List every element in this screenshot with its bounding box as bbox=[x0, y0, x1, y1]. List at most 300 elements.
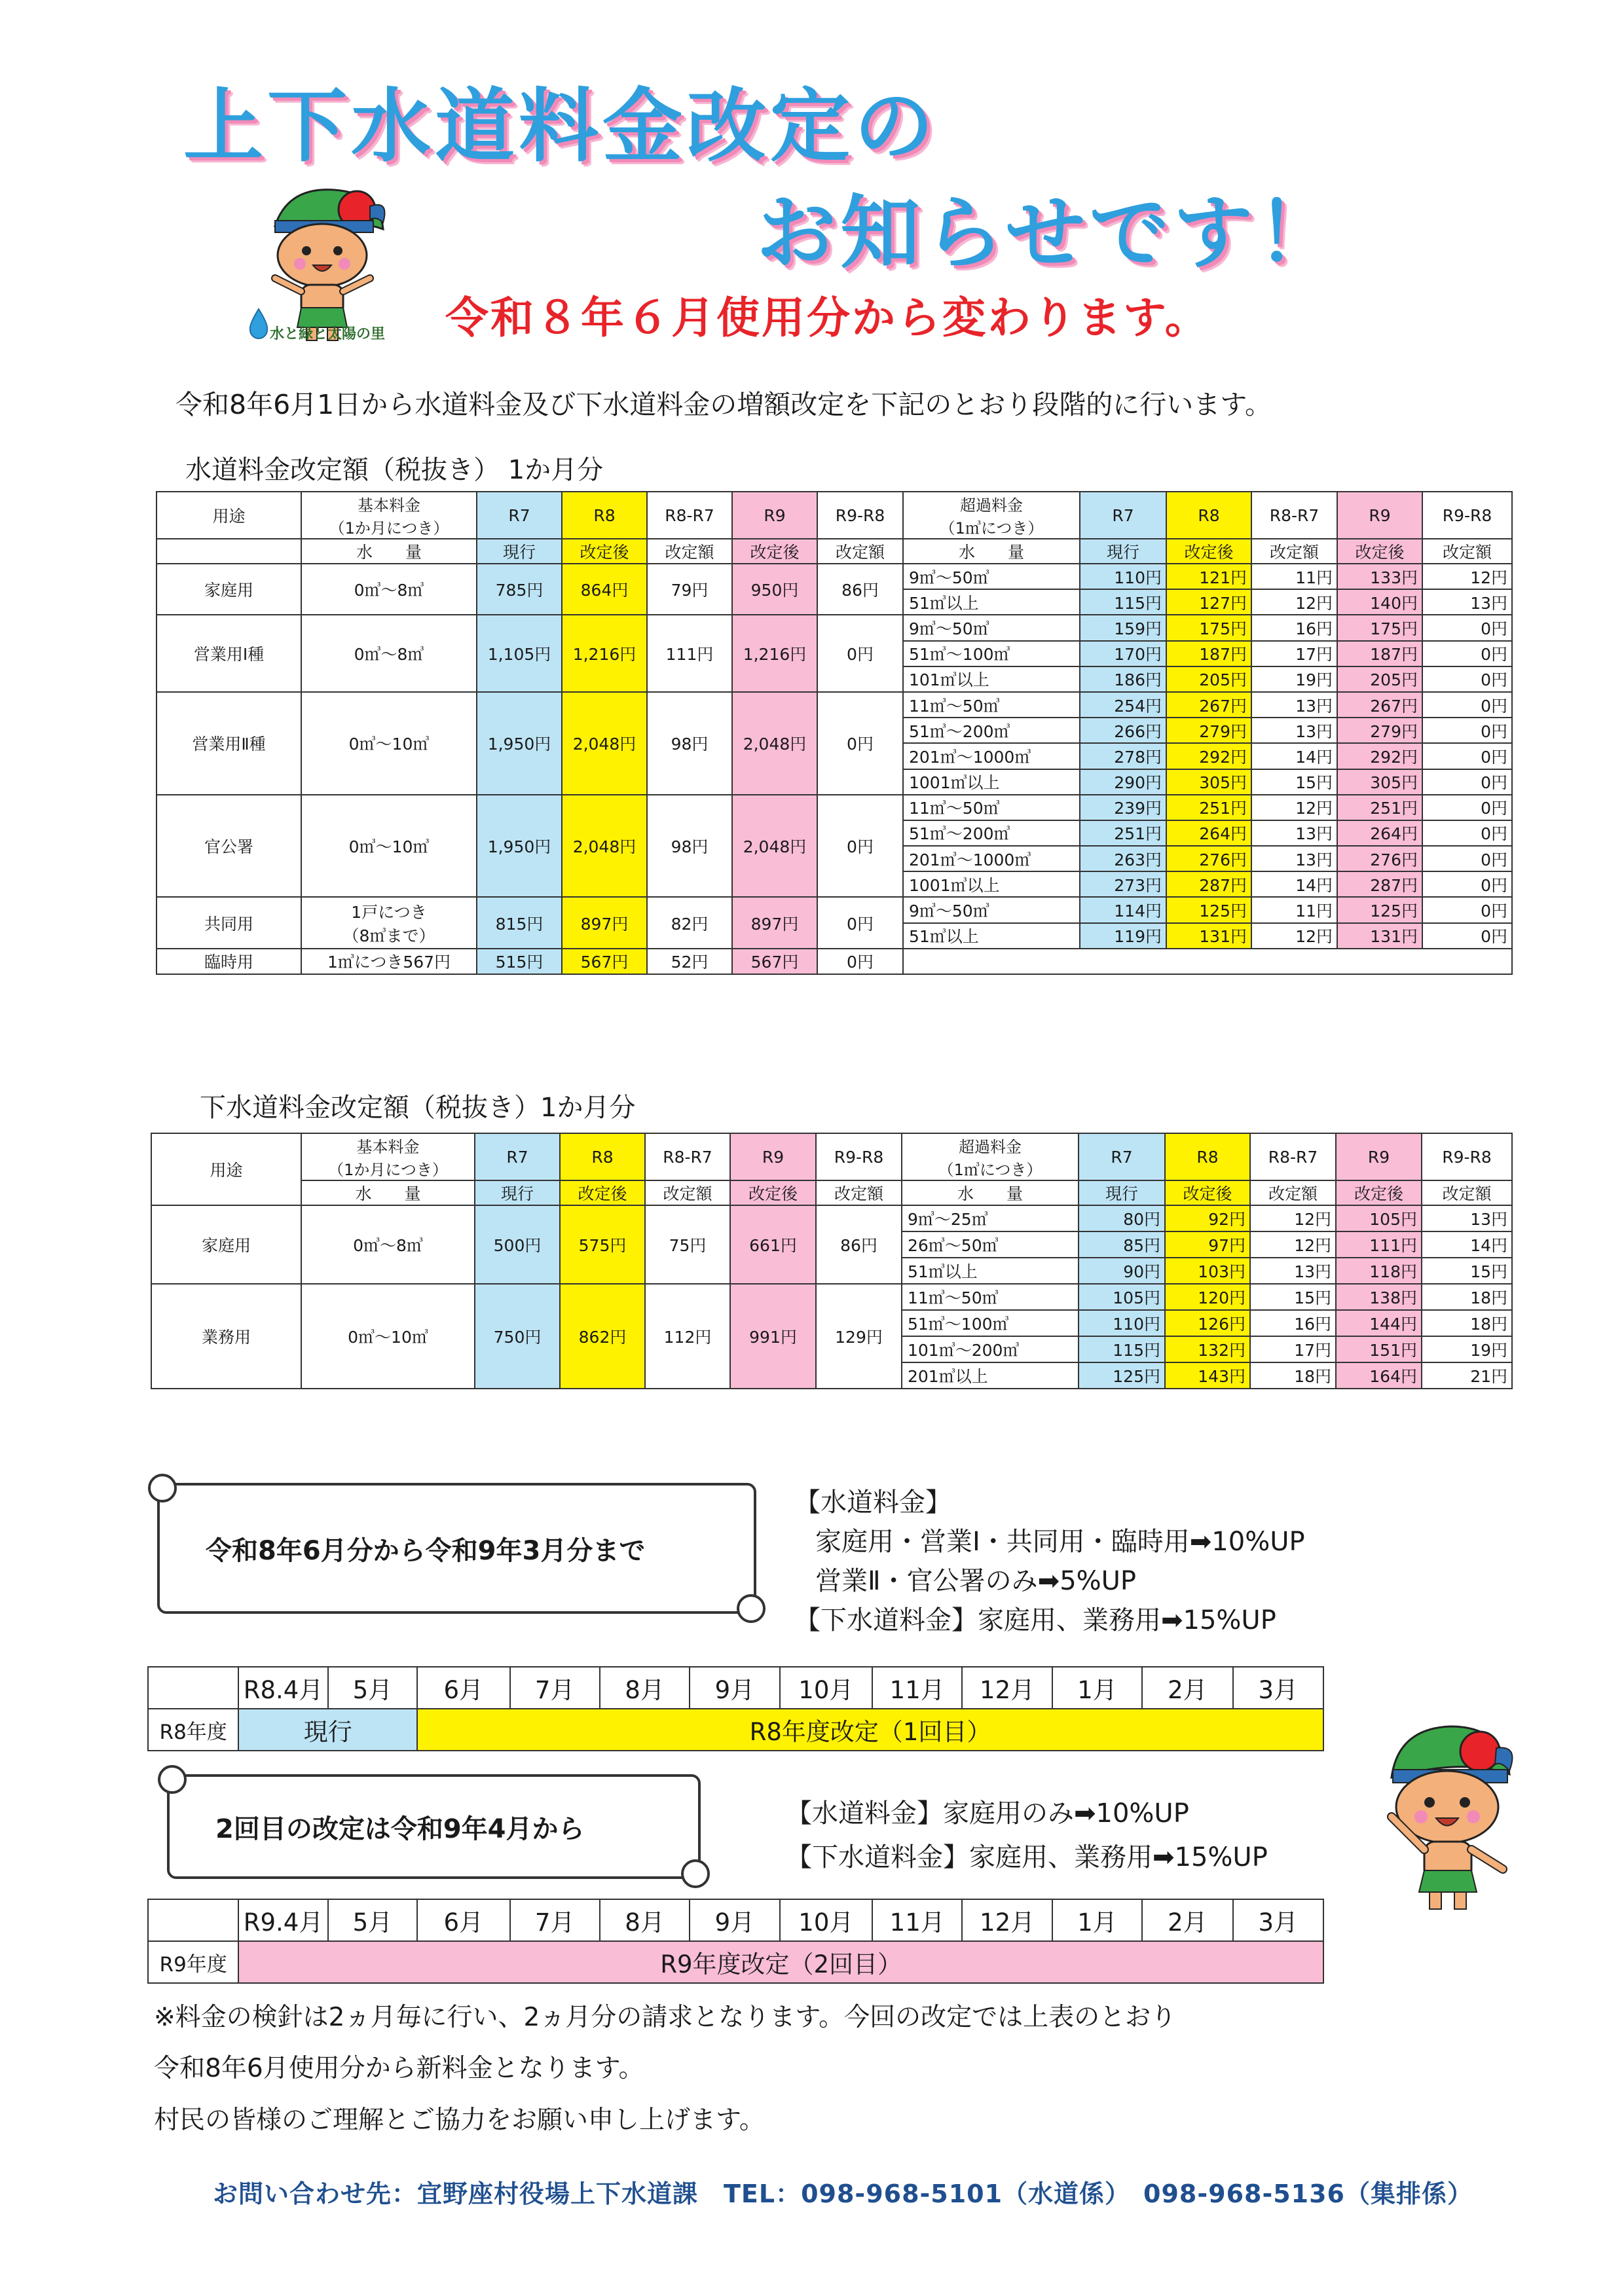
excess-r9-cell: 187円 bbox=[1337, 641, 1422, 666]
base-r8-cell: 1,216円 bbox=[562, 615, 647, 692]
base-r8-cell: 2,048円 bbox=[562, 692, 647, 795]
table-row bbox=[157, 897, 1512, 922]
base-diff2-cell: 0円 bbox=[817, 897, 903, 948]
excess-r9-cell: 276円 bbox=[1337, 846, 1422, 871]
excess-r7-cell: 110円 bbox=[1080, 564, 1166, 589]
excess-r7-cell: 273円 bbox=[1080, 871, 1166, 897]
excess-r8-cell: 205円 bbox=[1166, 666, 1251, 692]
base-volume-cell: 0㎥～8㎥ bbox=[301, 564, 477, 615]
base-volume-cell: 0㎥～10㎥ bbox=[301, 1284, 475, 1389]
excess-r9-cell: 140円 bbox=[1337, 589, 1422, 615]
base-diff2-cell: 0円 bbox=[817, 949, 903, 974]
timeline1-month: 8月 bbox=[600, 1667, 690, 1709]
excess-r8-cell: 251円 bbox=[1166, 795, 1251, 820]
base-r8-cell: 862円 bbox=[560, 1284, 645, 1389]
base-diff1-cell: 79円 bbox=[647, 564, 732, 615]
excess-diff1-cell: 13円 bbox=[1251, 718, 1337, 743]
excess-r9-cell: 175円 bbox=[1337, 615, 1422, 640]
sewer-header-youto: 用途 bbox=[151, 1133, 301, 1205]
header-excess-r8-sub: 改定後 bbox=[1166, 539, 1251, 564]
excess-range-cell: 201㎥～1000㎥ bbox=[903, 743, 1080, 769]
subtitle: 令和８年６月使用分から変わります。 bbox=[445, 293, 1210, 343]
water-table-body bbox=[157, 492, 1512, 974]
timeline2-revised-bar: R9年度改定（2回目） bbox=[238, 1941, 1323, 1983]
excess-r8-cell: 264円 bbox=[1166, 820, 1251, 846]
excess-r8-cell: 276円 bbox=[1166, 846, 1251, 871]
footer-note-2: 令和8年6月使用分から新料金となります。 bbox=[154, 2054, 644, 2083]
base-r8-cell: 864円 bbox=[562, 564, 647, 615]
sewer-header-r7-sub: 現行 bbox=[475, 1180, 560, 1205]
excess-diff2-cell: 13円 bbox=[1422, 1205, 1512, 1231]
excess-r7-cell: 125円 bbox=[1079, 1362, 1165, 1389]
base-r9-cell: 567円 bbox=[732, 949, 817, 974]
excess-diff1-cell: 16円 bbox=[1250, 1310, 1336, 1336]
excess-r8-cell: 131円 bbox=[1166, 923, 1251, 949]
base-r7-cell: 785円 bbox=[477, 564, 562, 615]
use-cell: 家庭用 bbox=[157, 564, 301, 615]
excess-r8-cell: 279円 bbox=[1166, 718, 1251, 743]
excess-diff1-cell: 13円 bbox=[1251, 692, 1337, 718]
excess-range-cell: 11㎥～50㎥ bbox=[902, 1284, 1079, 1310]
base-diff2-cell: 0円 bbox=[817, 795, 903, 898]
timeline2-month: 12月 bbox=[962, 1899, 1052, 1941]
table-row bbox=[157, 615, 1512, 640]
sewer-header-r8: R8 bbox=[560, 1133, 645, 1180]
phase2-banner bbox=[167, 1774, 701, 1879]
base-r8-cell: 897円 bbox=[562, 897, 647, 948]
sewer-header-choka: 超過料金 bbox=[902, 1133, 1079, 1157]
timeline2-month: 2月 bbox=[1142, 1899, 1232, 1941]
excess-r7-cell: 80円 bbox=[1079, 1205, 1165, 1231]
excess-r9-cell: 111円 bbox=[1336, 1231, 1422, 1258]
base-r9-cell: 897円 bbox=[732, 897, 817, 948]
sewer-header-excess-r8-sub: 改定後 bbox=[1165, 1180, 1250, 1205]
excess-r7-cell: 115円 bbox=[1080, 589, 1166, 615]
base-diff1-cell: 98円 bbox=[647, 795, 732, 898]
excess-range-cell: 11㎥～50㎥ bbox=[903, 692, 1080, 718]
excess-r9-cell: 205円 bbox=[1337, 666, 1422, 692]
excess-r7-cell: 110円 bbox=[1079, 1310, 1165, 1336]
timeline1-month: 1月 bbox=[1052, 1667, 1142, 1709]
base-r7-cell: 1,950円 bbox=[477, 795, 562, 898]
excess-range-cell: 11㎥～50㎥ bbox=[903, 795, 1080, 820]
intro-text: 令和8年6月1日から水道料金及び下水道料金の増額改定を下記のとおり段階的に行います。 bbox=[175, 389, 1272, 420]
header-choka-sub: （1㎥につき） bbox=[903, 515, 1080, 539]
excess-range-cell: 51㎥以上 bbox=[903, 923, 1080, 949]
mascot-caption: 水と緑と太陽の里 bbox=[270, 326, 386, 342]
sewer-header-r9r8: R9-R8 bbox=[816, 1133, 902, 1180]
header-kihon: 基本料金 bbox=[301, 492, 477, 515]
header-excess-r7-sub: 現行 bbox=[1080, 539, 1166, 564]
base-volume-cell: 0㎥～8㎥ bbox=[301, 1205, 475, 1284]
excess-diff2-cell: 13円 bbox=[1422, 589, 1512, 615]
sewer-header-kihon: 基本料金 bbox=[301, 1133, 475, 1157]
header-r9-sub: 改定後 bbox=[732, 539, 817, 564]
timeline1-revised-bar: R8年度改定（1回目） bbox=[417, 1709, 1323, 1751]
timeline1-month: R8.4月 bbox=[238, 1667, 327, 1709]
base-diff1-cell: 75円 bbox=[645, 1205, 730, 1284]
excess-r7-cell: 159円 bbox=[1080, 615, 1166, 640]
excess-r8-cell: 126円 bbox=[1165, 1310, 1250, 1336]
excess-r9-cell: 267円 bbox=[1337, 692, 1422, 718]
header-excess-r9r8: R9-R8 bbox=[1422, 492, 1512, 539]
phase2-timeline bbox=[147, 1899, 1324, 1984]
base-volume-cell bbox=[301, 897, 477, 948]
sewer-header-excess-r9-sub: 改定後 bbox=[1336, 1180, 1422, 1205]
excess-r8-cell: 187円 bbox=[1166, 641, 1251, 666]
base-r9-cell: 2,048円 bbox=[732, 692, 817, 795]
timeline1-month: 11月 bbox=[872, 1667, 962, 1709]
table-row bbox=[157, 949, 1512, 974]
base-r9-cell: 2,048円 bbox=[732, 795, 817, 898]
table-row bbox=[151, 1205, 1512, 1231]
sewer-header-r7: R7 bbox=[475, 1133, 560, 1180]
phase1-note-2: 家庭用・営業Ⅰ・共同用・臨時用➡10%UP bbox=[815, 1527, 1305, 1557]
excess-diff1-cell: 13円 bbox=[1251, 820, 1337, 846]
phase2-note-2: 【下水道料金】家庭用、業務用➡15%UP bbox=[786, 1842, 1268, 1872]
excess-diff2-cell: 18円 bbox=[1422, 1310, 1512, 1336]
excess-r7-cell: 119円 bbox=[1080, 923, 1166, 949]
excess-r8-cell: 120円 bbox=[1165, 1284, 1250, 1310]
base-r7-cell: 500円 bbox=[475, 1205, 560, 1284]
sewer-header-excess-r7: R7 bbox=[1079, 1133, 1165, 1180]
excess-diff1-cell: 13円 bbox=[1251, 846, 1337, 871]
base-r7-cell: 1,950円 bbox=[477, 692, 562, 795]
phase1-note-4: 【下水道料金】家庭用、業務用➡15%UP bbox=[794, 1605, 1276, 1635]
base-diff2-cell: 86円 bbox=[816, 1205, 902, 1284]
excess-diff2-cell: 0円 bbox=[1422, 692, 1512, 718]
excess-diff2-cell: 0円 bbox=[1422, 923, 1512, 949]
excess-r7-cell: 85円 bbox=[1079, 1231, 1165, 1258]
header-suiryo: 水 量 bbox=[301, 539, 477, 564]
base-volume-cell: 0㎥～10㎥ bbox=[301, 692, 477, 795]
excess-r9-cell: 144円 bbox=[1336, 1310, 1422, 1336]
excess-r9-cell: 305円 bbox=[1337, 769, 1422, 795]
base-diff1-cell: 98円 bbox=[647, 692, 732, 795]
excess-range-cell: 51㎥～200㎥ bbox=[903, 820, 1080, 846]
excess-diff1-cell: 17円 bbox=[1251, 641, 1337, 666]
excess-range-cell: 51㎥～200㎥ bbox=[903, 718, 1080, 743]
excess-diff1-cell: 12円 bbox=[1250, 1231, 1336, 1258]
sewer-header-r9-sub: 改定後 bbox=[730, 1180, 816, 1205]
excess-r9-cell: 125円 bbox=[1337, 897, 1422, 922]
sewer-header-r9: R9 bbox=[730, 1133, 816, 1180]
excess-diff2-cell: 0円 bbox=[1422, 820, 1512, 846]
header-excess-r9r8-sub: 改定額 bbox=[1422, 539, 1512, 564]
header-excess-r8r7-sub: 改定額 bbox=[1251, 539, 1337, 564]
timeline1-month: 10月 bbox=[780, 1667, 872, 1709]
water-rate-table bbox=[156, 491, 1513, 975]
excess-range-cell: 1001㎥以上 bbox=[903, 871, 1080, 897]
excess-r9-cell: 138円 bbox=[1336, 1284, 1422, 1310]
table-row bbox=[157, 564, 1512, 589]
base-r7-cell: 815円 bbox=[477, 897, 562, 948]
sewer-section-title: 下水道料金改定額（税抜き）1か月分 bbox=[200, 1093, 636, 1123]
sewer-header-r8r7-sub: 改定額 bbox=[645, 1180, 730, 1205]
header-excess-suiryo: 水 量 bbox=[903, 539, 1080, 564]
excess-r9-cell: 151円 bbox=[1336, 1336, 1422, 1362]
excess-r9-cell: 133円 bbox=[1337, 564, 1422, 589]
excess-range-cell: 101㎥以上 bbox=[903, 666, 1080, 692]
excess-diff2-cell: 0円 bbox=[1422, 718, 1512, 743]
header-r8r7-sub: 改定額 bbox=[647, 539, 732, 564]
use-cell: 営業用Ⅱ種 bbox=[157, 692, 301, 795]
empty-excess-cell bbox=[903, 949, 1512, 974]
excess-r9-cell: 287円 bbox=[1337, 871, 1422, 897]
sewer-header-choka-sub: （1㎥につき） bbox=[902, 1157, 1079, 1180]
excess-range-cell: 101㎥～200㎥ bbox=[902, 1336, 1079, 1362]
excess-range-cell: 1001㎥以上 bbox=[903, 769, 1080, 795]
header-r9: R9 bbox=[732, 492, 817, 539]
timeline1-year-label: R8年度 bbox=[148, 1709, 238, 1751]
excess-diff2-cell: 0円 bbox=[1422, 897, 1512, 922]
timeline1-month: 2月 bbox=[1142, 1667, 1232, 1709]
footer-note-1: ※料金の検針は2ヵ月毎に行い、2ヵ月分の請求となります。今回の改定では上表のとおり bbox=[154, 2003, 1177, 2032]
base-r9-cell: 661円 bbox=[730, 1205, 816, 1284]
excess-diff1-cell: 19円 bbox=[1251, 666, 1337, 692]
timeline2-month: 3月 bbox=[1233, 1899, 1323, 1941]
header-r8r7: R8-R7 bbox=[647, 492, 732, 539]
title-line-1: 上下水道料金改定の bbox=[183, 80, 938, 173]
use-cell: 臨時用 bbox=[157, 949, 301, 974]
excess-r7-cell: 251円 bbox=[1080, 820, 1166, 846]
use-cell: 共同用 bbox=[157, 897, 301, 948]
table-row bbox=[157, 795, 1512, 820]
excess-range-cell: 201㎥以上 bbox=[902, 1362, 1079, 1389]
sewer-header-kihon-sub: （1か月につき） bbox=[301, 1157, 475, 1180]
excess-r9-cell: 105円 bbox=[1336, 1205, 1422, 1231]
base-diff1-cell: 111円 bbox=[647, 615, 732, 692]
excess-diff1-cell: 12円 bbox=[1251, 923, 1337, 949]
sewer-table-body bbox=[151, 1133, 1512, 1389]
sewer-header-excess-suiryo: 水 量 bbox=[902, 1180, 1079, 1205]
timeline2-month: 8月 bbox=[600, 1899, 690, 1941]
excess-r7-cell: 290円 bbox=[1080, 769, 1166, 795]
water-section-title: 水道料金改定額（税抜き） 1か月分 bbox=[185, 455, 604, 485]
excess-diff1-cell: 15円 bbox=[1250, 1284, 1336, 1310]
timeline1-month: 5月 bbox=[328, 1667, 417, 1709]
excess-r8-cell: 92円 bbox=[1165, 1205, 1250, 1231]
timeline2-month: 9月 bbox=[690, 1899, 779, 1941]
base-r7-cell: 750円 bbox=[475, 1284, 560, 1389]
sewer-header-suiryo: 水 量 bbox=[301, 1180, 475, 1205]
table-row bbox=[151, 1284, 1512, 1310]
base-r9-cell: 1,216円 bbox=[732, 615, 817, 692]
header-excess-r9: R9 bbox=[1337, 492, 1422, 539]
base-volume-line: 1戸につき bbox=[351, 902, 427, 922]
excess-r7-cell: 105円 bbox=[1079, 1284, 1165, 1310]
use-cell: 家庭用 bbox=[151, 1205, 301, 1284]
header-r7: R7 bbox=[477, 492, 562, 539]
timeline2-month: R9.4月 bbox=[238, 1899, 327, 1941]
excess-diff2-cell: 0円 bbox=[1422, 743, 1512, 769]
excess-diff2-cell: 14円 bbox=[1422, 1231, 1512, 1258]
base-volume-line: （8㎥まで） bbox=[342, 926, 435, 945]
base-diff1-cell: 112円 bbox=[645, 1284, 730, 1389]
header-choka: 超過料金 bbox=[903, 492, 1080, 515]
excess-diff2-cell: 0円 bbox=[1422, 871, 1512, 897]
excess-range-cell: 9㎥～25㎥ bbox=[902, 1205, 1079, 1231]
excess-r9-cell: 264円 bbox=[1337, 820, 1422, 846]
phase1-banner-text: 令和8年6月分から令和9年3月分まで bbox=[206, 1535, 646, 1566]
timeline1-current-bar: 現行 bbox=[238, 1709, 417, 1751]
excess-range-cell: 51㎥～100㎥ bbox=[903, 641, 1080, 666]
header-r8-sub: 改定後 bbox=[562, 539, 647, 564]
excess-r8-cell: 175円 bbox=[1166, 615, 1251, 640]
base-volume-cell: 0㎥～8㎥ bbox=[301, 615, 477, 692]
timeline2-month: 10月 bbox=[780, 1899, 872, 1941]
excess-r7-cell: 170円 bbox=[1080, 641, 1166, 666]
sewer-header-excess-r9r8: R9-R8 bbox=[1422, 1133, 1512, 1180]
base-volume-cell: 1㎥につき567円 bbox=[301, 949, 477, 974]
excess-r7-cell: 186円 bbox=[1080, 666, 1166, 692]
timeline2-year-label: R9年度 bbox=[148, 1941, 238, 1983]
excess-r9-cell: 251円 bbox=[1337, 795, 1422, 820]
header-excess-r8: R8 bbox=[1166, 492, 1251, 539]
sewer-header-r9r8-sub: 改定額 bbox=[816, 1180, 902, 1205]
excess-diff2-cell: 18円 bbox=[1422, 1284, 1512, 1310]
excess-r9-cell: 292円 bbox=[1337, 743, 1422, 769]
excess-r8-cell: 121円 bbox=[1166, 564, 1251, 589]
sewer-header-excess-r9r8-sub: 改定額 bbox=[1422, 1180, 1512, 1205]
header-r9r8-sub: 改定額 bbox=[817, 539, 903, 564]
phase2-banner-text: 2回目の改定は令和9年4月から bbox=[215, 1813, 585, 1844]
excess-r7-cell: 254円 bbox=[1080, 692, 1166, 718]
excess-diff1-cell: 16円 bbox=[1251, 615, 1337, 640]
excess-r8-cell: 125円 bbox=[1166, 897, 1251, 922]
water-drop-icon bbox=[248, 308, 270, 339]
base-r8-cell: 2,048円 bbox=[562, 795, 647, 898]
base-r7-cell: 515円 bbox=[477, 949, 562, 974]
excess-diff2-cell: 0円 bbox=[1422, 615, 1512, 640]
excess-r9-cell: 279円 bbox=[1337, 718, 1422, 743]
use-cell: 業務用 bbox=[151, 1284, 301, 1389]
timeline2-month: 1月 bbox=[1052, 1899, 1142, 1941]
mascot-illustration-2 bbox=[1372, 1719, 1522, 1915]
timeline1-month: 9月 bbox=[690, 1667, 779, 1709]
excess-diff1-cell: 12円 bbox=[1251, 795, 1337, 820]
sewer-header-excess-r8r7-sub: 改定額 bbox=[1250, 1180, 1336, 1205]
excess-r8-cell: 287円 bbox=[1166, 871, 1251, 897]
sewer-rate-table bbox=[151, 1133, 1513, 1389]
excess-r7-cell: 114円 bbox=[1080, 897, 1166, 922]
excess-r7-cell: 278円 bbox=[1080, 743, 1166, 769]
mascot-illustration bbox=[249, 180, 399, 344]
use-cell: 官公署 bbox=[157, 795, 301, 898]
timeline2-month: 6月 bbox=[417, 1899, 509, 1941]
base-r8-cell: 567円 bbox=[562, 949, 647, 974]
excess-diff2-cell: 12円 bbox=[1422, 564, 1512, 589]
use-cell: 営業用Ⅰ種 bbox=[157, 615, 301, 692]
sewer-header-r8-sub: 改定後 bbox=[560, 1180, 645, 1205]
excess-r7-cell: 239円 bbox=[1080, 795, 1166, 820]
excess-diff2-cell: 0円 bbox=[1422, 641, 1512, 666]
excess-r8-cell: 267円 bbox=[1166, 692, 1251, 718]
excess-diff2-cell: 0円 bbox=[1422, 769, 1512, 795]
header-r8: R8 bbox=[562, 492, 647, 539]
excess-r7-cell: 266円 bbox=[1080, 718, 1166, 743]
excess-r7-cell: 263円 bbox=[1080, 846, 1166, 871]
timeline2-month: 11月 bbox=[872, 1899, 962, 1941]
excess-diff2-cell: 0円 bbox=[1422, 846, 1512, 871]
excess-r8-cell: 305円 bbox=[1166, 769, 1251, 795]
header-r9r8: R9-R8 bbox=[817, 492, 903, 539]
timeline1-month: 12月 bbox=[962, 1667, 1052, 1709]
footer-note-3: 村民の皆様のご理解とご協力をお願い申し上げます。 bbox=[154, 2105, 765, 2135]
base-r8-cell: 575円 bbox=[560, 1205, 645, 1284]
sewer-header-excess-r9: R9 bbox=[1336, 1133, 1422, 1180]
excess-r9-cell: 164円 bbox=[1336, 1362, 1422, 1389]
excess-diff2-cell: 21円 bbox=[1422, 1362, 1512, 1389]
excess-diff1-cell: 14円 bbox=[1251, 871, 1337, 897]
base-diff2-cell: 86円 bbox=[817, 564, 903, 615]
sewer-header-r8r7: R8-R7 bbox=[645, 1133, 730, 1180]
excess-diff2-cell: 19円 bbox=[1422, 1336, 1512, 1362]
excess-r8-cell: 132円 bbox=[1165, 1336, 1250, 1362]
excess-range-cell: 9㎥～50㎥ bbox=[903, 564, 1080, 589]
base-diff1-cell: 52円 bbox=[647, 949, 732, 974]
excess-diff2-cell: 0円 bbox=[1422, 666, 1512, 692]
base-r7-cell: 1,105円 bbox=[477, 615, 562, 692]
header-kihon-sub: （1か月につき） bbox=[301, 515, 477, 539]
excess-r8-cell: 292円 bbox=[1166, 743, 1251, 769]
excess-r8-cell: 97円 bbox=[1165, 1231, 1250, 1258]
excess-range-cell: 51㎥～100㎥ bbox=[902, 1310, 1079, 1336]
excess-r8-cell: 127円 bbox=[1166, 589, 1251, 615]
base-diff2-cell: 0円 bbox=[817, 615, 903, 692]
base-volume-cell: 0㎥～10㎥ bbox=[301, 795, 477, 898]
header-excess-r7: R7 bbox=[1080, 492, 1166, 539]
timeline1-month: 6月 bbox=[417, 1667, 509, 1709]
sewer-header-excess-r7-sub: 現行 bbox=[1079, 1180, 1165, 1205]
excess-diff1-cell: 12円 bbox=[1251, 589, 1337, 615]
excess-r7-cell: 90円 bbox=[1079, 1258, 1165, 1284]
timeline2-month: 5月 bbox=[328, 1899, 417, 1941]
excess-diff1-cell: 12円 bbox=[1250, 1205, 1336, 1231]
excess-r9-cell: 118円 bbox=[1336, 1258, 1422, 1284]
excess-diff1-cell: 11円 bbox=[1251, 897, 1337, 922]
base-r9-cell: 950円 bbox=[732, 564, 817, 615]
phase1-timeline bbox=[147, 1666, 1324, 1751]
sewer-header-excess-r8r7: R8-R7 bbox=[1250, 1133, 1336, 1180]
sewer-header-excess-r8: R8 bbox=[1165, 1133, 1250, 1180]
excess-diff1-cell: 15円 bbox=[1251, 769, 1337, 795]
excess-diff2-cell: 15円 bbox=[1422, 1258, 1512, 1284]
base-diff2-cell: 129円 bbox=[816, 1284, 902, 1389]
base-diff1-cell: 82円 bbox=[647, 897, 732, 948]
excess-range-cell: 201㎥～1000㎥ bbox=[903, 846, 1080, 871]
excess-range-cell: 9㎥～50㎥ bbox=[903, 615, 1080, 640]
excess-range-cell: 51㎥以上 bbox=[902, 1258, 1079, 1284]
excess-diff2-cell: 0円 bbox=[1422, 795, 1512, 820]
header-excess-r9-sub: 改定後 bbox=[1337, 539, 1422, 564]
phase2-note-1: 【水道料金】家庭用のみ➡10%UP bbox=[786, 1798, 1189, 1829]
excess-r8-cell: 103円 bbox=[1165, 1258, 1250, 1284]
title-line-2: お知らせです！ bbox=[756, 187, 1341, 280]
excess-range-cell: 9㎥～50㎥ bbox=[903, 897, 1080, 922]
excess-range-cell: 26㎥～50㎥ bbox=[902, 1231, 1079, 1258]
excess-diff1-cell: 18円 bbox=[1250, 1362, 1336, 1389]
excess-diff1-cell: 13円 bbox=[1250, 1258, 1336, 1284]
excess-diff1-cell: 14円 bbox=[1251, 743, 1337, 769]
excess-r7-cell: 115円 bbox=[1079, 1336, 1165, 1362]
header-youto: 用途 bbox=[157, 492, 301, 539]
excess-r9-cell: 131円 bbox=[1337, 923, 1422, 949]
excess-diff1-cell: 11円 bbox=[1251, 564, 1337, 589]
contact-info: お問い合わせ先：宜野座村役場上下水道課 TEL：098-968-5101（水道係） 098-968-5136（集排係） bbox=[213, 2179, 1473, 2208]
phase1-banner bbox=[157, 1483, 756, 1614]
excess-diff1-cell: 17円 bbox=[1250, 1336, 1336, 1362]
